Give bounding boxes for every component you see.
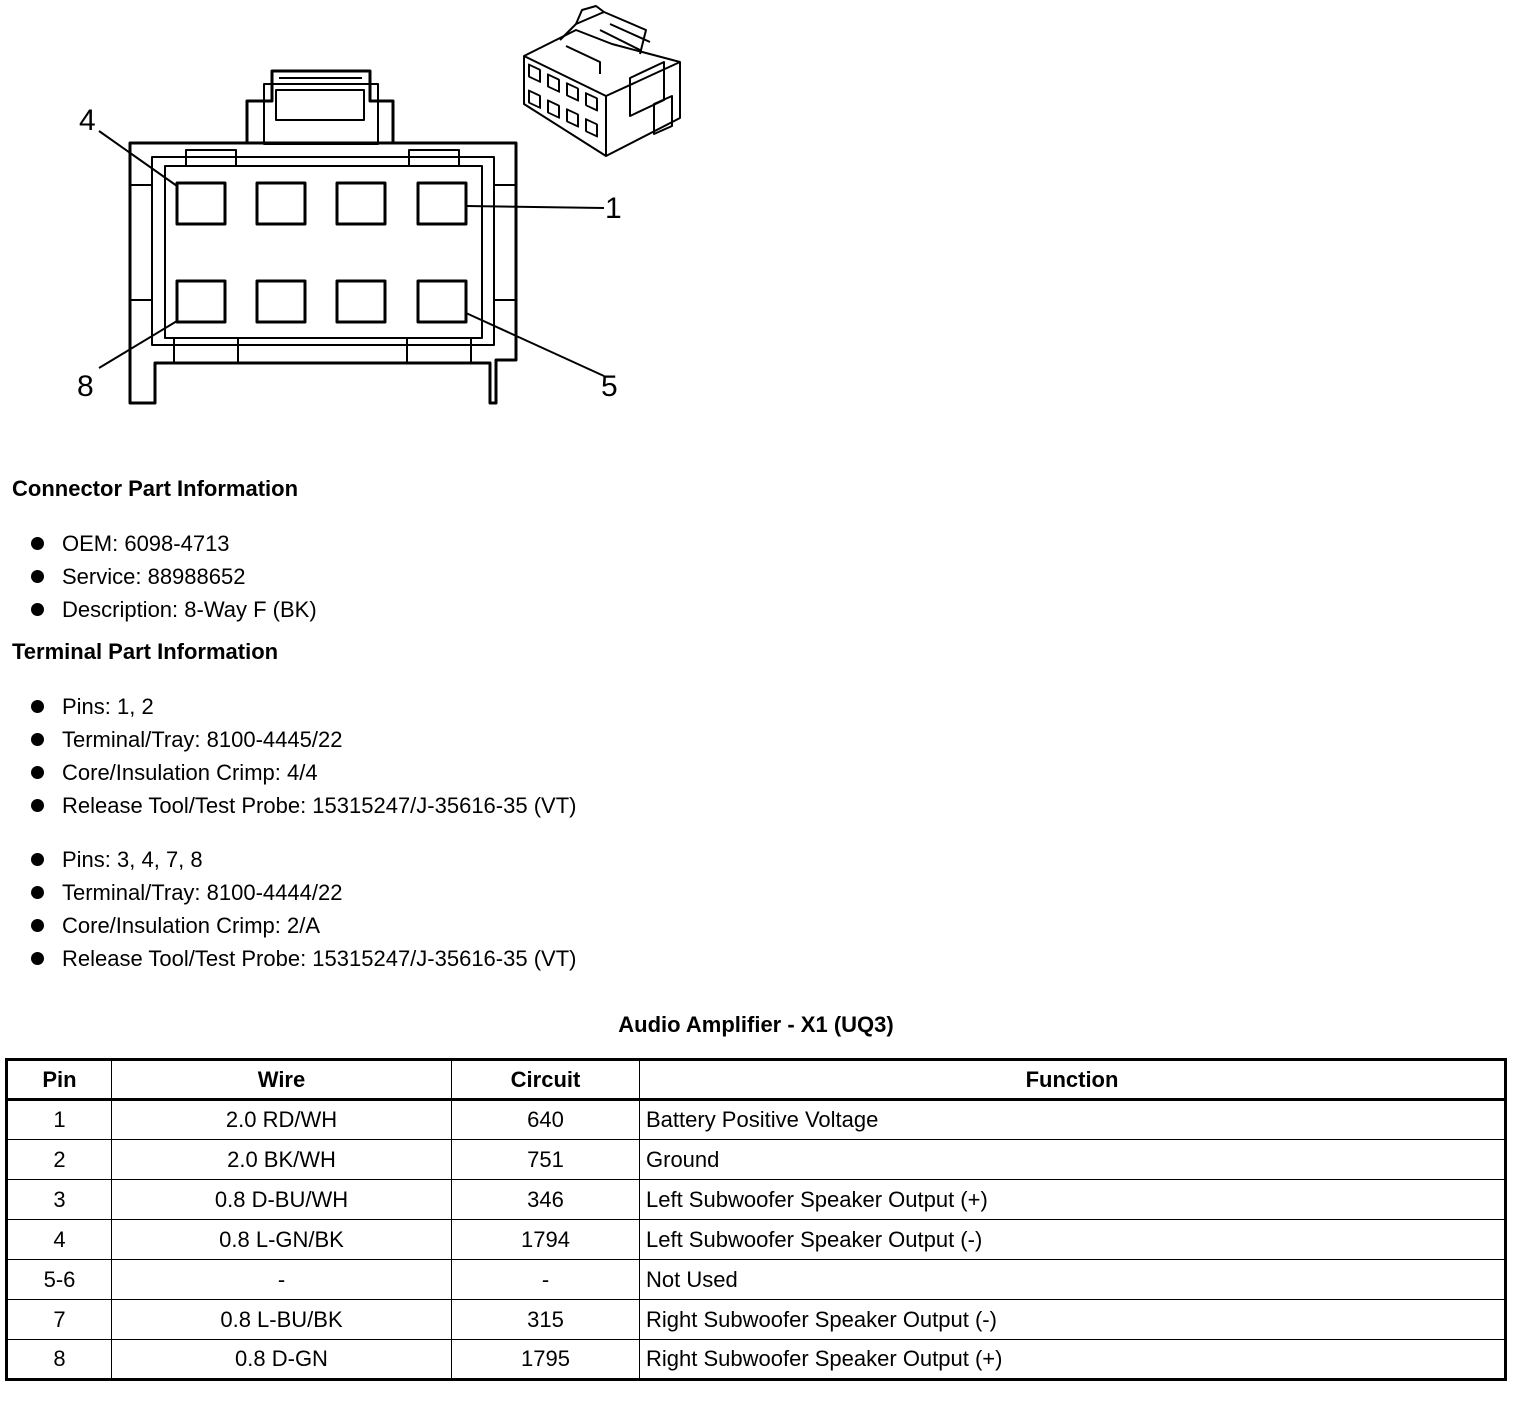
header-function: Function bbox=[640, 1060, 1506, 1100]
connector-diagram bbox=[0, 0, 720, 420]
cavity-4 bbox=[177, 183, 225, 224]
connector-3d-view bbox=[524, 6, 680, 156]
cell-wire: - bbox=[112, 1260, 452, 1300]
connector-info-list bbox=[28, 527, 317, 626]
cell-wire: 0.8 L-BU/BK bbox=[112, 1300, 452, 1340]
cavity-2 bbox=[337, 183, 385, 224]
terminal-info-item: Release Tool/Test Probe: 15315247/J-35616-35 (VT) bbox=[28, 789, 576, 822]
cell-wire: 0.8 L-GN/BK bbox=[112, 1220, 452, 1260]
cell-pin: 4 bbox=[7, 1220, 112, 1260]
header-wire: Wire bbox=[112, 1060, 452, 1100]
terminal-info-item: Pins: 3, 4, 7, 8 bbox=[28, 843, 576, 876]
connector-info-title: Connector Part Information bbox=[12, 476, 299, 501]
leader-line-4 bbox=[99, 131, 177, 186]
cavity-5 bbox=[418, 281, 466, 322]
pin-label-1: 1 bbox=[605, 192, 622, 225]
pin-label-5: 5 bbox=[601, 370, 618, 403]
pinout-table bbox=[5, 1058, 1507, 1381]
header-circuit: Circuit bbox=[452, 1060, 640, 1100]
connector-info-item: Description: 8-Way F (BK) bbox=[28, 593, 317, 626]
cell-function: Not Used bbox=[640, 1260, 1506, 1300]
cell-function: Right Subwoofer Speaker Output (-) bbox=[640, 1300, 1506, 1340]
cell-circuit: 346 bbox=[452, 1180, 640, 1220]
table-title: Audio Amplifier - X1 (UQ3) bbox=[618, 1012, 894, 1037]
cavity-7 bbox=[257, 281, 305, 322]
table-row bbox=[7, 1300, 1506, 1340]
cell-wire: 2.0 BK/WH bbox=[112, 1140, 452, 1180]
cell-pin: 8 bbox=[7, 1340, 112, 1380]
cavity-6 bbox=[337, 281, 385, 322]
terminal-info-group-2 bbox=[28, 843, 576, 975]
table-row bbox=[7, 1140, 1506, 1180]
terminal-info-item: Core/Insulation Crimp: 4/4 bbox=[28, 756, 576, 789]
cell-function: Battery Positive Voltage bbox=[640, 1100, 1506, 1140]
cell-pin: 3 bbox=[7, 1180, 112, 1220]
cell-circuit: 751 bbox=[452, 1140, 640, 1180]
terminal-info-item: Release Tool/Test Probe: 15315247/J-35616-35 (VT) bbox=[28, 942, 576, 975]
cavity-8 bbox=[177, 281, 225, 322]
terminal-info-item: Pins: 1, 2 bbox=[28, 690, 576, 723]
cell-circuit: 640 bbox=[452, 1100, 640, 1140]
pin-label-8: 8 bbox=[77, 370, 94, 403]
cell-wire: 0.8 D-GN bbox=[112, 1340, 452, 1380]
cell-circuit: 315 bbox=[452, 1300, 640, 1340]
table-row bbox=[7, 1260, 1506, 1300]
table-header-row bbox=[7, 1060, 1506, 1100]
cell-wire: 2.0 RD/WH bbox=[112, 1100, 452, 1140]
cell-circuit: 1794 bbox=[452, 1220, 640, 1260]
pin-label-4: 4 bbox=[79, 104, 96, 137]
connector-info-item: Service: 88988652 bbox=[28, 560, 317, 593]
terminal-info-title: Terminal Part Information bbox=[12, 639, 279, 664]
cell-pin: 1 bbox=[7, 1100, 112, 1140]
terminal-info-item: Core/Insulation Crimp: 2/A bbox=[28, 909, 576, 942]
terminal-info-group-1 bbox=[28, 690, 576, 822]
table-row bbox=[7, 1100, 1506, 1140]
cell-function: Ground bbox=[640, 1140, 1506, 1180]
cell-circuit: 1795 bbox=[452, 1340, 640, 1380]
cavity-1 bbox=[418, 183, 466, 224]
cell-function: Right Subwoofer Speaker Output (+) bbox=[640, 1340, 1506, 1380]
table-row bbox=[7, 1340, 1506, 1380]
cell-pin: 5-6 bbox=[7, 1260, 112, 1300]
header-pin: Pin bbox=[7, 1060, 112, 1100]
cell-wire: 0.8 D-BU/WH bbox=[112, 1180, 452, 1220]
cavity-3 bbox=[257, 183, 305, 224]
table-row bbox=[7, 1180, 1506, 1220]
connector-latch bbox=[247, 71, 393, 143]
cell-function: Left Subwoofer Speaker Output (+) bbox=[640, 1180, 1506, 1220]
table-row bbox=[7, 1220, 1506, 1260]
terminal-info-item: Terminal/Tray: 8100-4444/22 bbox=[28, 876, 576, 909]
leader-line-1 bbox=[466, 206, 604, 208]
cell-pin: 2 bbox=[7, 1140, 112, 1180]
connector-info-item: OEM: 6098-4713 bbox=[28, 527, 317, 560]
cell-circuit: - bbox=[452, 1260, 640, 1300]
terminal-info-item: Terminal/Tray: 8100-4445/22 bbox=[28, 723, 576, 756]
cell-function: Left Subwoofer Speaker Output (-) bbox=[640, 1220, 1506, 1260]
cell-pin: 7 bbox=[7, 1300, 112, 1340]
